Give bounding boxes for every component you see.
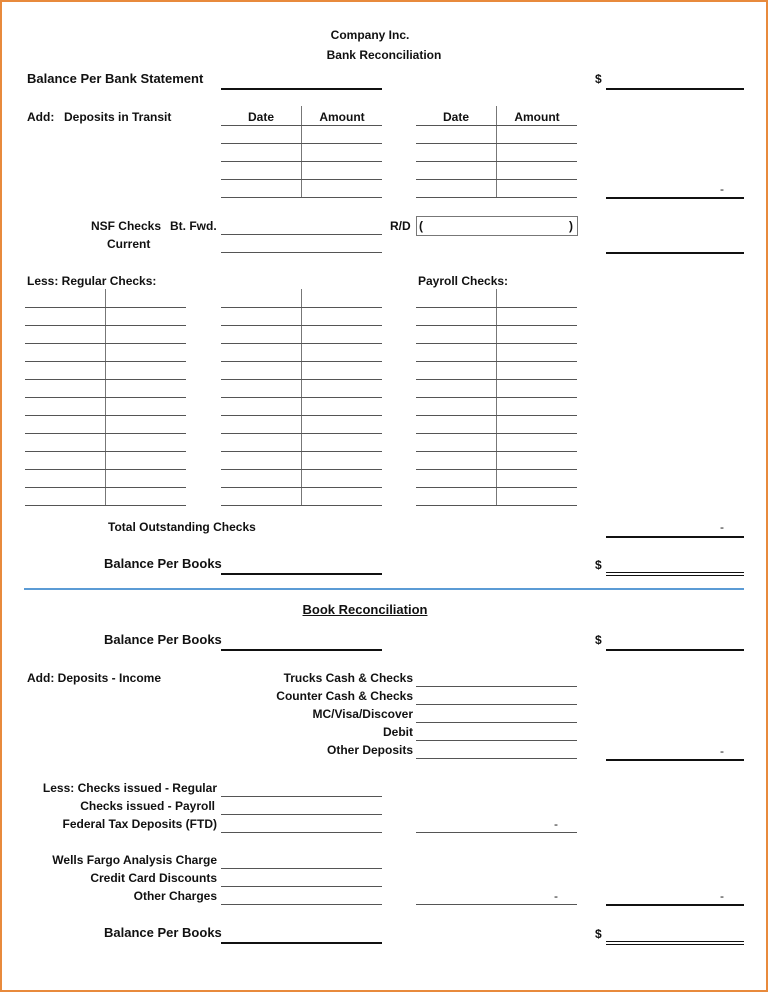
deposits-row-line[interactable] xyxy=(416,197,577,198)
nsf-total-line xyxy=(606,252,744,254)
rd-paren-close: ) xyxy=(569,219,573,233)
bank-balance-dollar: $ xyxy=(595,558,602,572)
credit-card-discounts-label: Credit Card Discounts xyxy=(90,871,217,885)
regular-checks-continued-row[interactable] xyxy=(221,451,382,452)
regular-checks-row[interactable] xyxy=(25,451,186,452)
deposits-row-line[interactable] xyxy=(221,143,382,144)
deposits-row-line[interactable] xyxy=(416,161,577,162)
mc-visa-discover-field[interactable] xyxy=(416,722,577,723)
regular-checks-continued-row[interactable] xyxy=(221,433,382,434)
bank-statement-amount-field[interactable] xyxy=(606,88,744,90)
page-title: Bank Reconciliation xyxy=(326,48,442,62)
balance-per-bank-statement-label: Balance Per Bank Statement xyxy=(27,71,204,86)
charges-total-line xyxy=(606,904,744,906)
regular-checks-row[interactable] xyxy=(25,325,186,326)
trucks-cash-checks-label: Trucks Cash & Checks xyxy=(283,671,413,685)
final-balance-per-books-label: Balance Per Books xyxy=(104,925,222,940)
mc-visa-discover-label: MC/Visa/Discover xyxy=(312,707,413,721)
payroll-checks-row[interactable] xyxy=(416,415,577,416)
payroll-checks-row[interactable] xyxy=(416,505,577,506)
payroll-checks-row[interactable] xyxy=(416,451,577,452)
bank-balance-per-books-line[interactable] xyxy=(221,573,382,575)
bt-fwd-label: Bt. Fwd. xyxy=(170,219,217,233)
bank-statement-dollar: $ xyxy=(595,72,602,86)
federal-tax-deposits-label: Federal Tax Deposits (FTD) xyxy=(62,817,217,831)
deposits-col-amount-1: Amount xyxy=(319,110,365,124)
payroll-checks-row[interactable] xyxy=(416,433,577,434)
payroll-checks-row[interactable] xyxy=(416,397,577,398)
regular-checks-continued-row[interactable] xyxy=(221,307,382,308)
add-label: Add: xyxy=(27,110,55,124)
deposits-total-line xyxy=(606,197,744,199)
regular-checks-continued-row[interactable] xyxy=(221,379,382,380)
regular-checks-continued-row[interactable] xyxy=(221,415,382,416)
regular-checks-continued-row[interactable] xyxy=(221,397,382,398)
book-balance-per-books-label: Balance Per Books xyxy=(104,632,222,647)
deposits-row-line[interactable] xyxy=(221,179,382,180)
regular-checks-continued-row[interactable] xyxy=(221,487,382,488)
regular-checks-continued-row[interactable] xyxy=(221,325,382,326)
bank-balance-double-line[interactable] xyxy=(606,572,744,576)
checks-issued-regular-label: Less: Checks issued - Regular xyxy=(42,781,217,795)
final-balance-per-books-line[interactable] xyxy=(221,942,382,944)
wells-fargo-analysis-charge-label: Wells Fargo Analysis Charge xyxy=(52,853,217,867)
regular-checks-continued-row[interactable] xyxy=(221,343,382,344)
deposits-divider-1 xyxy=(301,106,302,198)
counter-cash-checks-label: Counter Cash & Checks xyxy=(276,689,413,703)
payroll-checks-row[interactable] xyxy=(416,307,577,308)
deposits-row-line[interactable] xyxy=(416,143,577,144)
federal-tax-deposits-field[interactable] xyxy=(221,832,382,833)
regular-checks-row[interactable] xyxy=(25,433,186,434)
deposits-row-line[interactable] xyxy=(416,179,577,180)
payroll-checks-row[interactable] xyxy=(416,487,577,488)
bank-statement-line[interactable] xyxy=(221,88,382,90)
regular-checks-row[interactable] xyxy=(25,415,186,416)
deposits-divider-2 xyxy=(496,106,497,198)
other-charges-field[interactable] xyxy=(221,904,382,905)
checks-issued-payroll-label: Checks issued - Payroll xyxy=(80,799,215,813)
counter-cash-checks-field[interactable] xyxy=(416,704,577,705)
deposits-row-line[interactable] xyxy=(221,197,382,198)
book-balance-dollar: $ xyxy=(595,633,602,647)
total-outstanding-checks-value: - xyxy=(720,520,724,534)
deposits-row-line[interactable] xyxy=(221,161,382,162)
debit-field[interactable] xyxy=(416,740,577,741)
final-balance-double-line[interactable] xyxy=(606,941,744,945)
section-separator xyxy=(24,588,744,590)
payroll-checks-row[interactable] xyxy=(416,361,577,362)
wells-fargo-analysis-charge-field[interactable] xyxy=(221,868,382,869)
deposits-col-amount-2: Amount xyxy=(514,110,560,124)
other-deposits-label: Other Deposits xyxy=(326,743,413,757)
deposits-in-transit-total: - xyxy=(720,182,724,196)
trucks-cash-checks-field[interactable] xyxy=(416,686,577,687)
regular-checks-continued-row[interactable] xyxy=(221,361,382,362)
book-reconciliation-title: Book Reconciliation xyxy=(302,602,428,617)
debit-label: Debit xyxy=(383,725,413,739)
nsf-current-field[interactable] xyxy=(221,252,382,253)
regular-checks-row[interactable] xyxy=(25,379,186,380)
payroll-checks-row[interactable] xyxy=(416,325,577,326)
deposits-row-line xyxy=(221,125,382,126)
nsf-checks-label: NSF Checks xyxy=(90,219,161,233)
deposits-income-total-line xyxy=(606,759,744,761)
payroll-checks-label: Payroll Checks: xyxy=(418,274,509,288)
regular-checks-row[interactable] xyxy=(25,343,186,344)
regular-checks-row[interactable] xyxy=(25,361,186,362)
regular-checks-row[interactable] xyxy=(25,505,186,506)
deposits-col-date-2: Date xyxy=(442,110,469,124)
deposits-col-date-1: Date xyxy=(247,110,274,124)
rd-amount-field[interactable] xyxy=(416,216,578,236)
deposits-row-line xyxy=(416,125,577,126)
add-deposits-income-label: Add: Deposits - Income xyxy=(27,671,162,685)
payroll-checks-row[interactable] xyxy=(416,379,577,380)
regular-checks-row[interactable] xyxy=(25,487,186,488)
book-balance-amount-field[interactable] xyxy=(606,649,744,651)
regular-checks-row[interactable] xyxy=(25,307,186,308)
less-regular-checks-label: Less: Regular Checks: xyxy=(27,274,157,288)
final-balance-dollar: $ xyxy=(595,927,602,941)
nsf-bt-fwd-field[interactable] xyxy=(221,234,382,235)
book-balance-per-books-line[interactable] xyxy=(221,649,382,651)
checks-issued-regular-field[interactable] xyxy=(221,796,382,797)
deposits-income-total: - xyxy=(720,744,724,758)
total-outstanding-checks-label: Total Outstanding Checks xyxy=(108,520,256,534)
regular-checks-continued-row[interactable] xyxy=(221,469,382,470)
ftd-subtotal-line xyxy=(416,832,577,833)
charges-subtotal-value: - xyxy=(554,889,558,903)
bank-balance-per-books-label: Balance Per Books xyxy=(104,556,222,571)
other-charges-label: Other Charges xyxy=(133,889,217,903)
charges-subtotal-line xyxy=(416,904,577,905)
regular-checks-row[interactable] xyxy=(25,397,186,398)
charges-total-value: - xyxy=(720,889,724,903)
credit-card-discounts-field[interactable] xyxy=(221,886,382,887)
checks-issued-payroll-field[interactable] xyxy=(221,814,382,815)
payroll-checks-row[interactable] xyxy=(416,343,577,344)
payroll-checks-row[interactable] xyxy=(416,469,577,470)
deposits-in-transit-label: Deposits in Transit xyxy=(64,110,172,124)
regular-checks-row[interactable] xyxy=(25,469,186,470)
other-deposits-field[interactable] xyxy=(416,758,577,759)
rd-label: R/D xyxy=(390,219,411,233)
nsf-current-label: Current xyxy=(107,237,151,251)
company-name: Company Inc. xyxy=(330,28,410,42)
ftd-subtotal-value: - xyxy=(554,817,558,831)
outstanding-total-line xyxy=(606,536,744,538)
rd-paren-open: ( xyxy=(419,219,423,233)
regular-checks-continued-row[interactable] xyxy=(221,505,382,506)
